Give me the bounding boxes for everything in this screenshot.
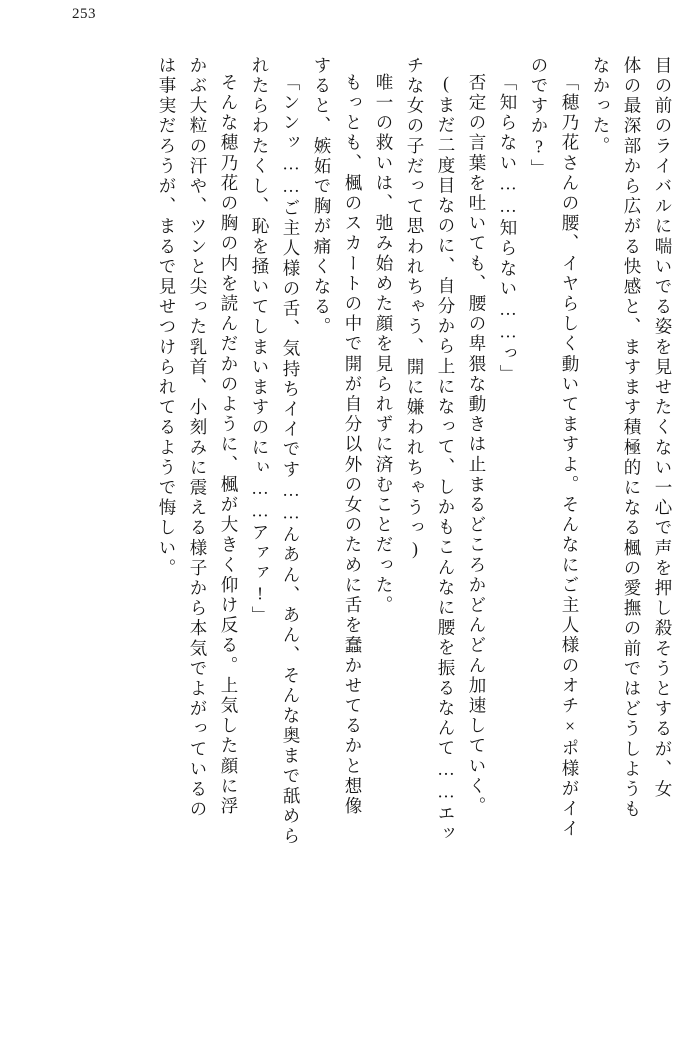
text-line: のですか?」 — [529, 56, 549, 180]
text-line: 唯一の救いは、弛み始めた顔を見られずに済むことだった。 — [374, 73, 394, 616]
text-line: かぶ大粒の汗や、ツンと尖った乳首、小刻みに震える様子から本気でよがっているの — [188, 56, 208, 820]
text-line: れたらわたくし、恥を掻いてしまいますのにぃ……アァァ!」 — [250, 56, 270, 627]
text-line: 体の最深部から広がる快感と、ますます積極的になる楓の愛撫の前ではどうしようも — [622, 56, 642, 820]
page-number: 253 — [72, 6, 96, 22]
text-line: すると、嫉妬で胸が痛くなる。 — [312, 56, 332, 338]
text-line: チな女の子だって思われちゃう、開に嫌われちゃうっ) — [405, 56, 425, 561]
text-line: なかった。 — [591, 56, 611, 157]
text-line: もっとも、楓のスカートの中で開が自分以外の女のために舌を蠢かせてるかと想像 — [343, 73, 363, 817]
text-line: 目の前のライバルに喘いでる姿を見せたくない一心で声を押し殺そうとするが、女 — [653, 56, 673, 800]
text-line: 「ンンッ……ご主人様の舌、気持ちイイです……んあん、あん、そんな奥まで舐めら — [281, 73, 301, 847]
text-line: 「知らない……知らない……っ」 — [498, 73, 518, 385]
text-line: (まだ二度目なのに、自分から上になって、しかもこんなに腰を振るなんて……エッ — [436, 73, 456, 845]
page-body-text — [36, 56, 671, 1024]
text-line: 「穂乃花さんの腰、イヤらしく動いてますよ。そんなにご主人様のオチ×ポ様がイイ — [560, 73, 580, 840]
text-line: そんな穂乃花の胸の内を読んだかのように、楓が大きく仰け反る。上気した顔に浮 — [219, 73, 239, 817]
text-line: 否定の言葉を吐いても、腰の卑猥な動きは止まるどころかどんどん加速していく。 — [467, 73, 487, 817]
text-line: は事実だろうが、まるで見せつけられてるようで悔しい。 — [157, 56, 177, 579]
